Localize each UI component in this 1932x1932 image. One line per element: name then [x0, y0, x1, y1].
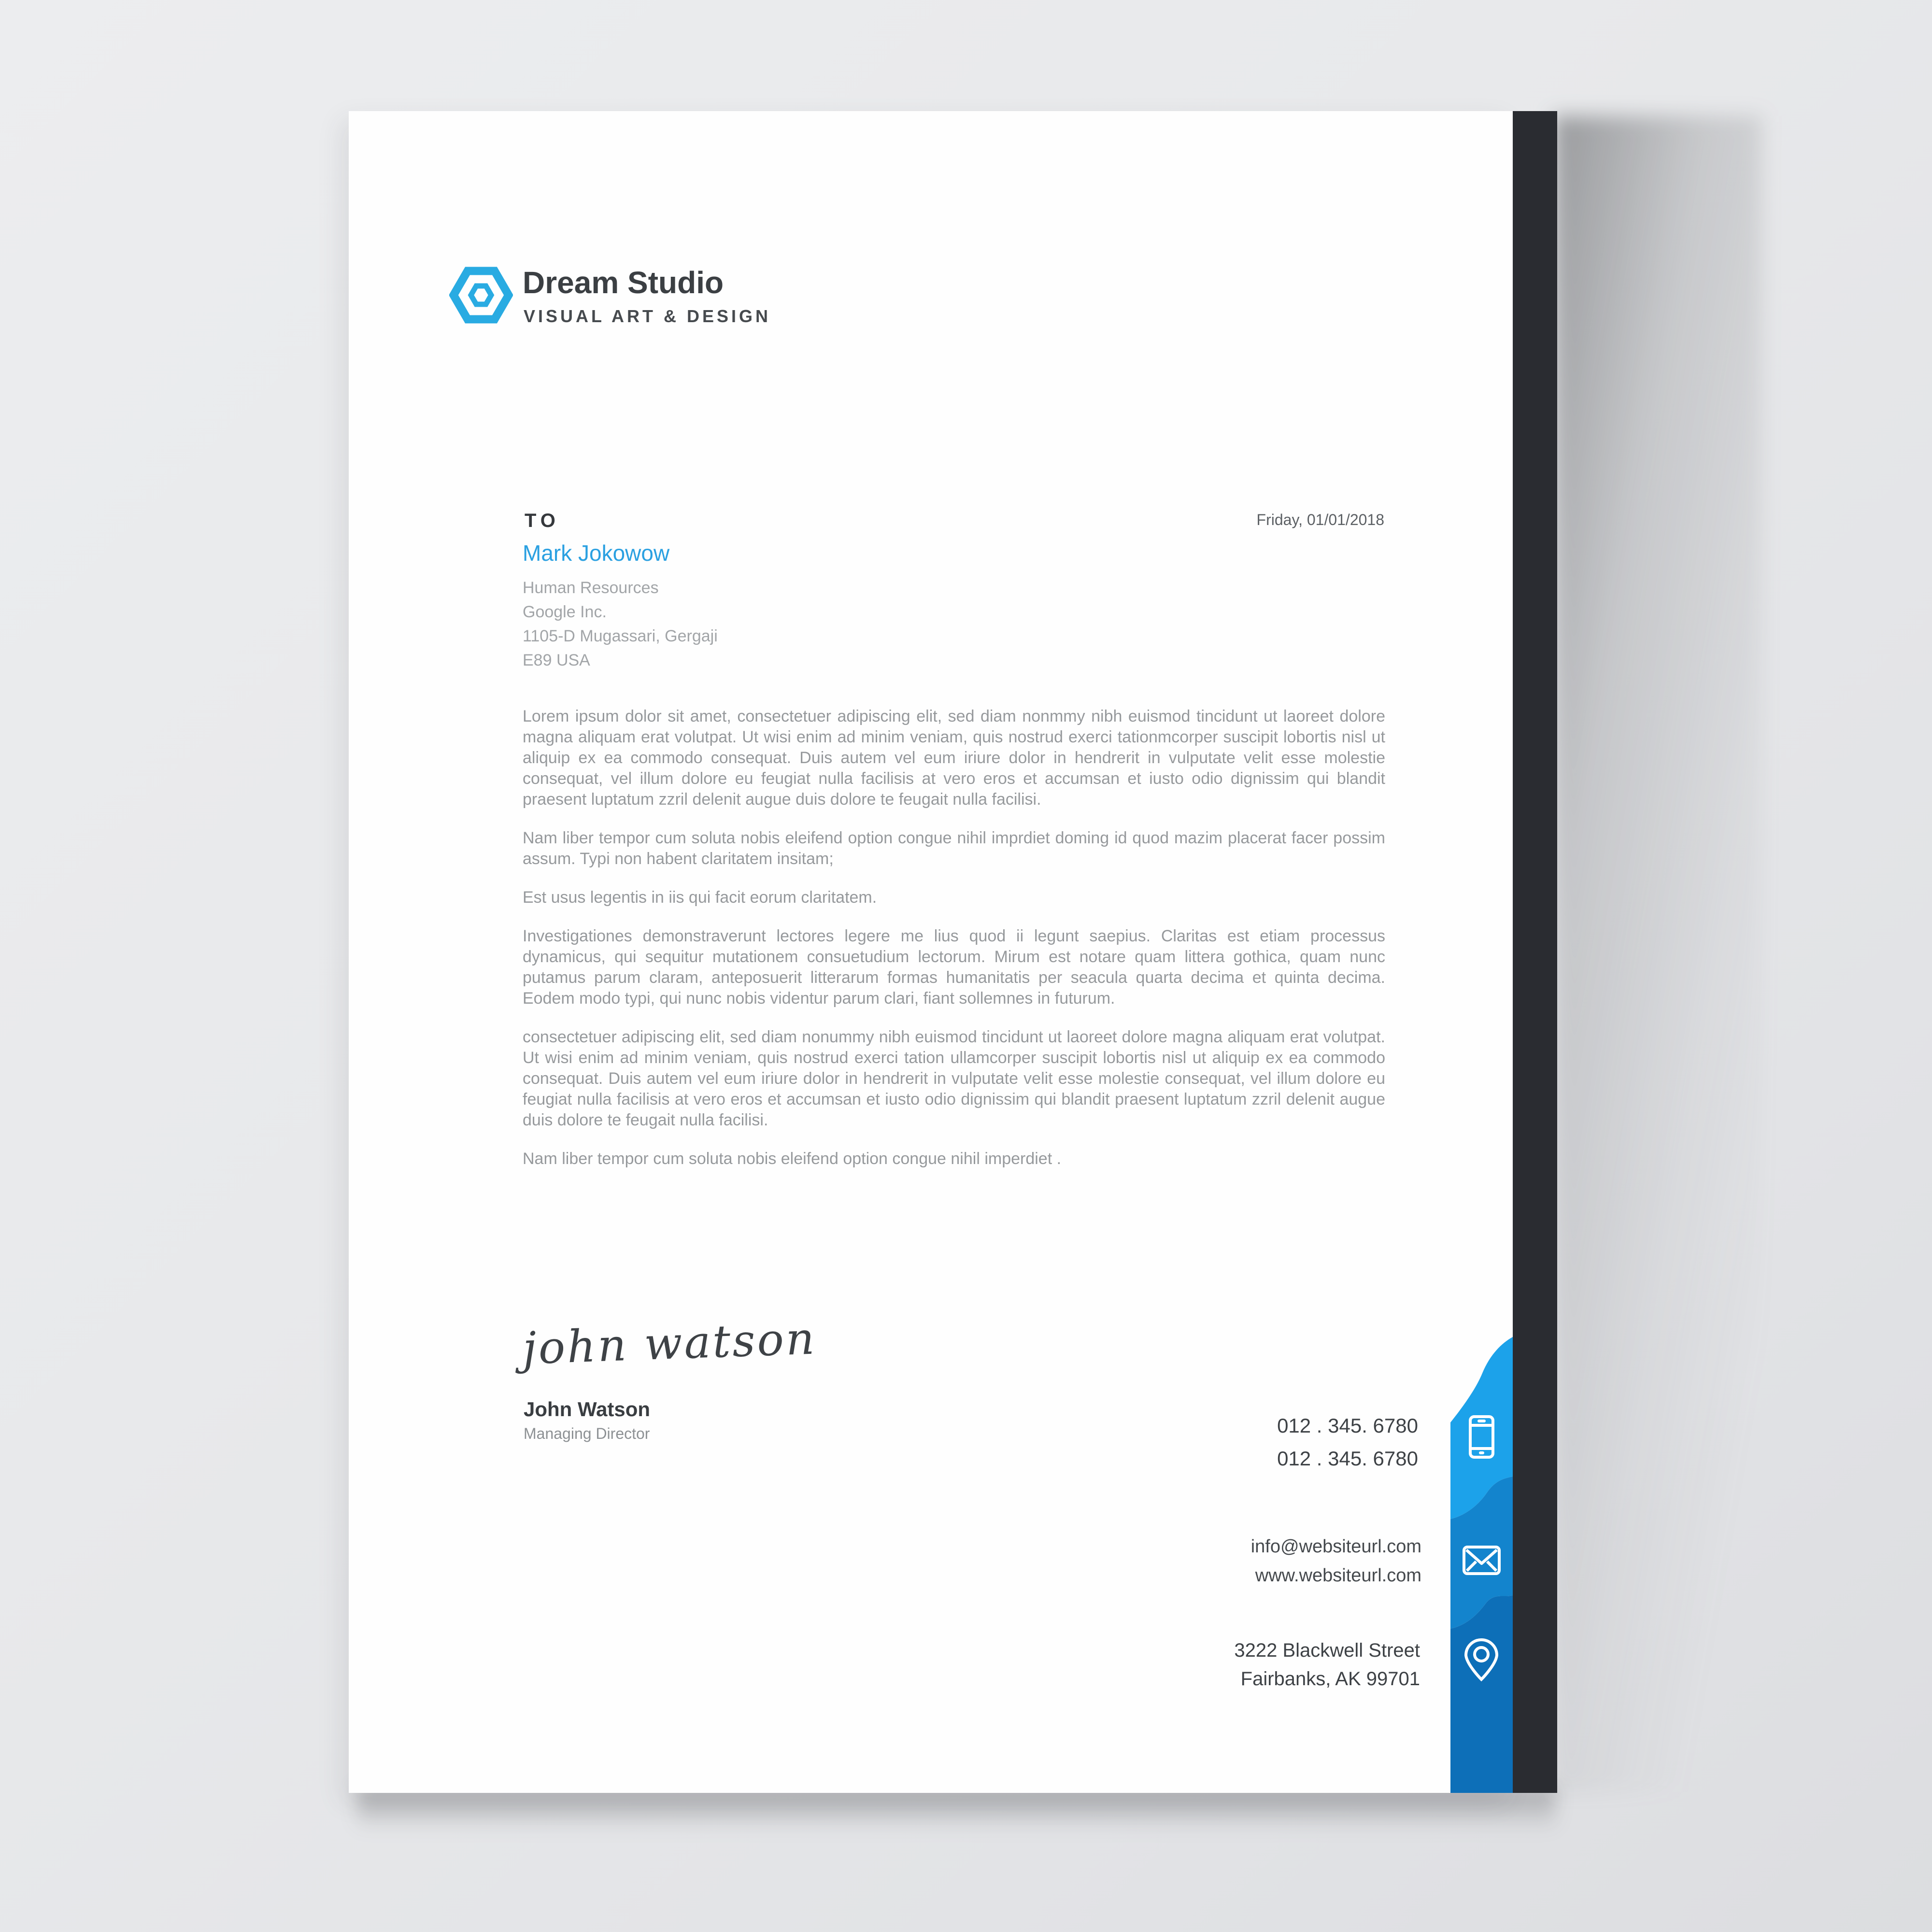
recipient-company: Google Inc. — [523, 603, 607, 621]
letter-body — [523, 706, 1385, 1187]
website-url: www.websiteurl.com — [1255, 1565, 1421, 1586]
postal-address — [1234, 1636, 1420, 1693]
letter-paragraph: Nam liber tempor cum soluta nobis eleifend option congue nihil imperdiet . — [523, 1150, 1062, 1168]
address-line: 3222 Blackwell Street — [1234, 1640, 1420, 1661]
brand-name: Dream Studio — [523, 265, 724, 300]
recipient-country: E89 USA — [523, 651, 590, 669]
phone-number: 012 . 345. 6780 — [1277, 1414, 1418, 1437]
recipient-label: TO — [525, 510, 560, 531]
page-cast-shadow — [1554, 116, 1762, 1792]
letter-date: Friday, 01/01/2018 — [1256, 511, 1384, 528]
address-line: Fairbanks, AK 99701 — [1240, 1668, 1420, 1690]
letter-paragraph: Investigationes demonstraverunt lectores legere me lius quod ii legunt saepius. Claritas est etiam processus dynamicus, qui sequitur mutationem consuetudium lectorum. Mirum est notare quam littera gothica, quam nunc putamus parum claram, anteposuerit litterarum formas humanitatis per seacula quarta decima et quinta decima. Eodem modo typi, qui nunc nobis videntur parum clari, fiant sollemnes in futurum. — [523, 927, 1385, 1008]
email-address: info@websiteurl.com — [1250, 1536, 1421, 1557]
page-dark-spine — [1513, 111, 1557, 1793]
brand-tagline: VISUAL ART & DESIGN — [524, 306, 771, 326]
letter-paragraph: Nam liber tempor cum soluta nobis eleifend option congue nihil imprdiet doming id quod mazim placerat facer possim assum. Typi non habent claritatem insitam; — [523, 829, 1385, 868]
phone-number: 012 . 345. 6780 — [1277, 1447, 1418, 1470]
recipient-address-block — [523, 576, 718, 672]
contact-ribbon — [1450, 1335, 1513, 1793]
signature-script: john watson — [522, 1312, 817, 1375]
phone-numbers — [1277, 1409, 1418, 1475]
letter-paragraph: consectetuer adipiscing elit, sed diam nonummy nibh euismod tincidunt ut laoreet dolore magna aliquam erat volutpat. Ut wisi enim ad minim veniam, quis nostrud exerci tation ullamcorper suscipit lobortis nisl ut aliquip ex ea commodo consequat. Duis autem vel eum iriure dolor in hendrerit in vulputate velit esse molestie consequat, vel illum dolore eu feugiat nulla facilisis at vero eros et accumsan et iusto odio dignissim qui blandit praesent luptatum zzril delenit augue duis dolore te feugait nulla facilisi. — [523, 1028, 1385, 1129]
page-bottom-shadow — [357, 1787, 1555, 1831]
web-contacts — [1251, 1532, 1421, 1590]
brand-logo-hexagon-icon — [449, 267, 513, 324]
signer-title: Managing Director — [524, 1425, 650, 1442]
letter-paragraph: Lorem ipsum dolor sit amet, consectetuer adipiscing elit, sed diam nonmmy nibh euismod tincidunt ut laoreet dolore magna aliquam erat volutpat. Ut wisi enim ad minim veniam, quis nostrud exerci tationmcorper suscipit lobortis nisl ut aliquip ex ea commodo consequat. Duis autem vel eum iriure dolor in hendrerit in vulputate velit esse molestie consequat, vel illum dolore eu feugiat nulla facilisis at vero eros et accumsan et iusto odio dignissim qui blandit praesent luptatum zzril delenit augue duis dolore te feugait nulla facilisi. — [523, 707, 1385, 809]
recipient-street: 1105-D Mugassari, Gergaji — [523, 627, 718, 645]
letter-paragraph: Est usus legentis in iis qui facit eorum claritatem. — [523, 888, 877, 907]
signer-name: John Watson — [524, 1398, 651, 1421]
recipient-name: Mark Jokowow — [523, 540, 670, 566]
recipient-dept: Human Resources — [523, 579, 659, 597]
